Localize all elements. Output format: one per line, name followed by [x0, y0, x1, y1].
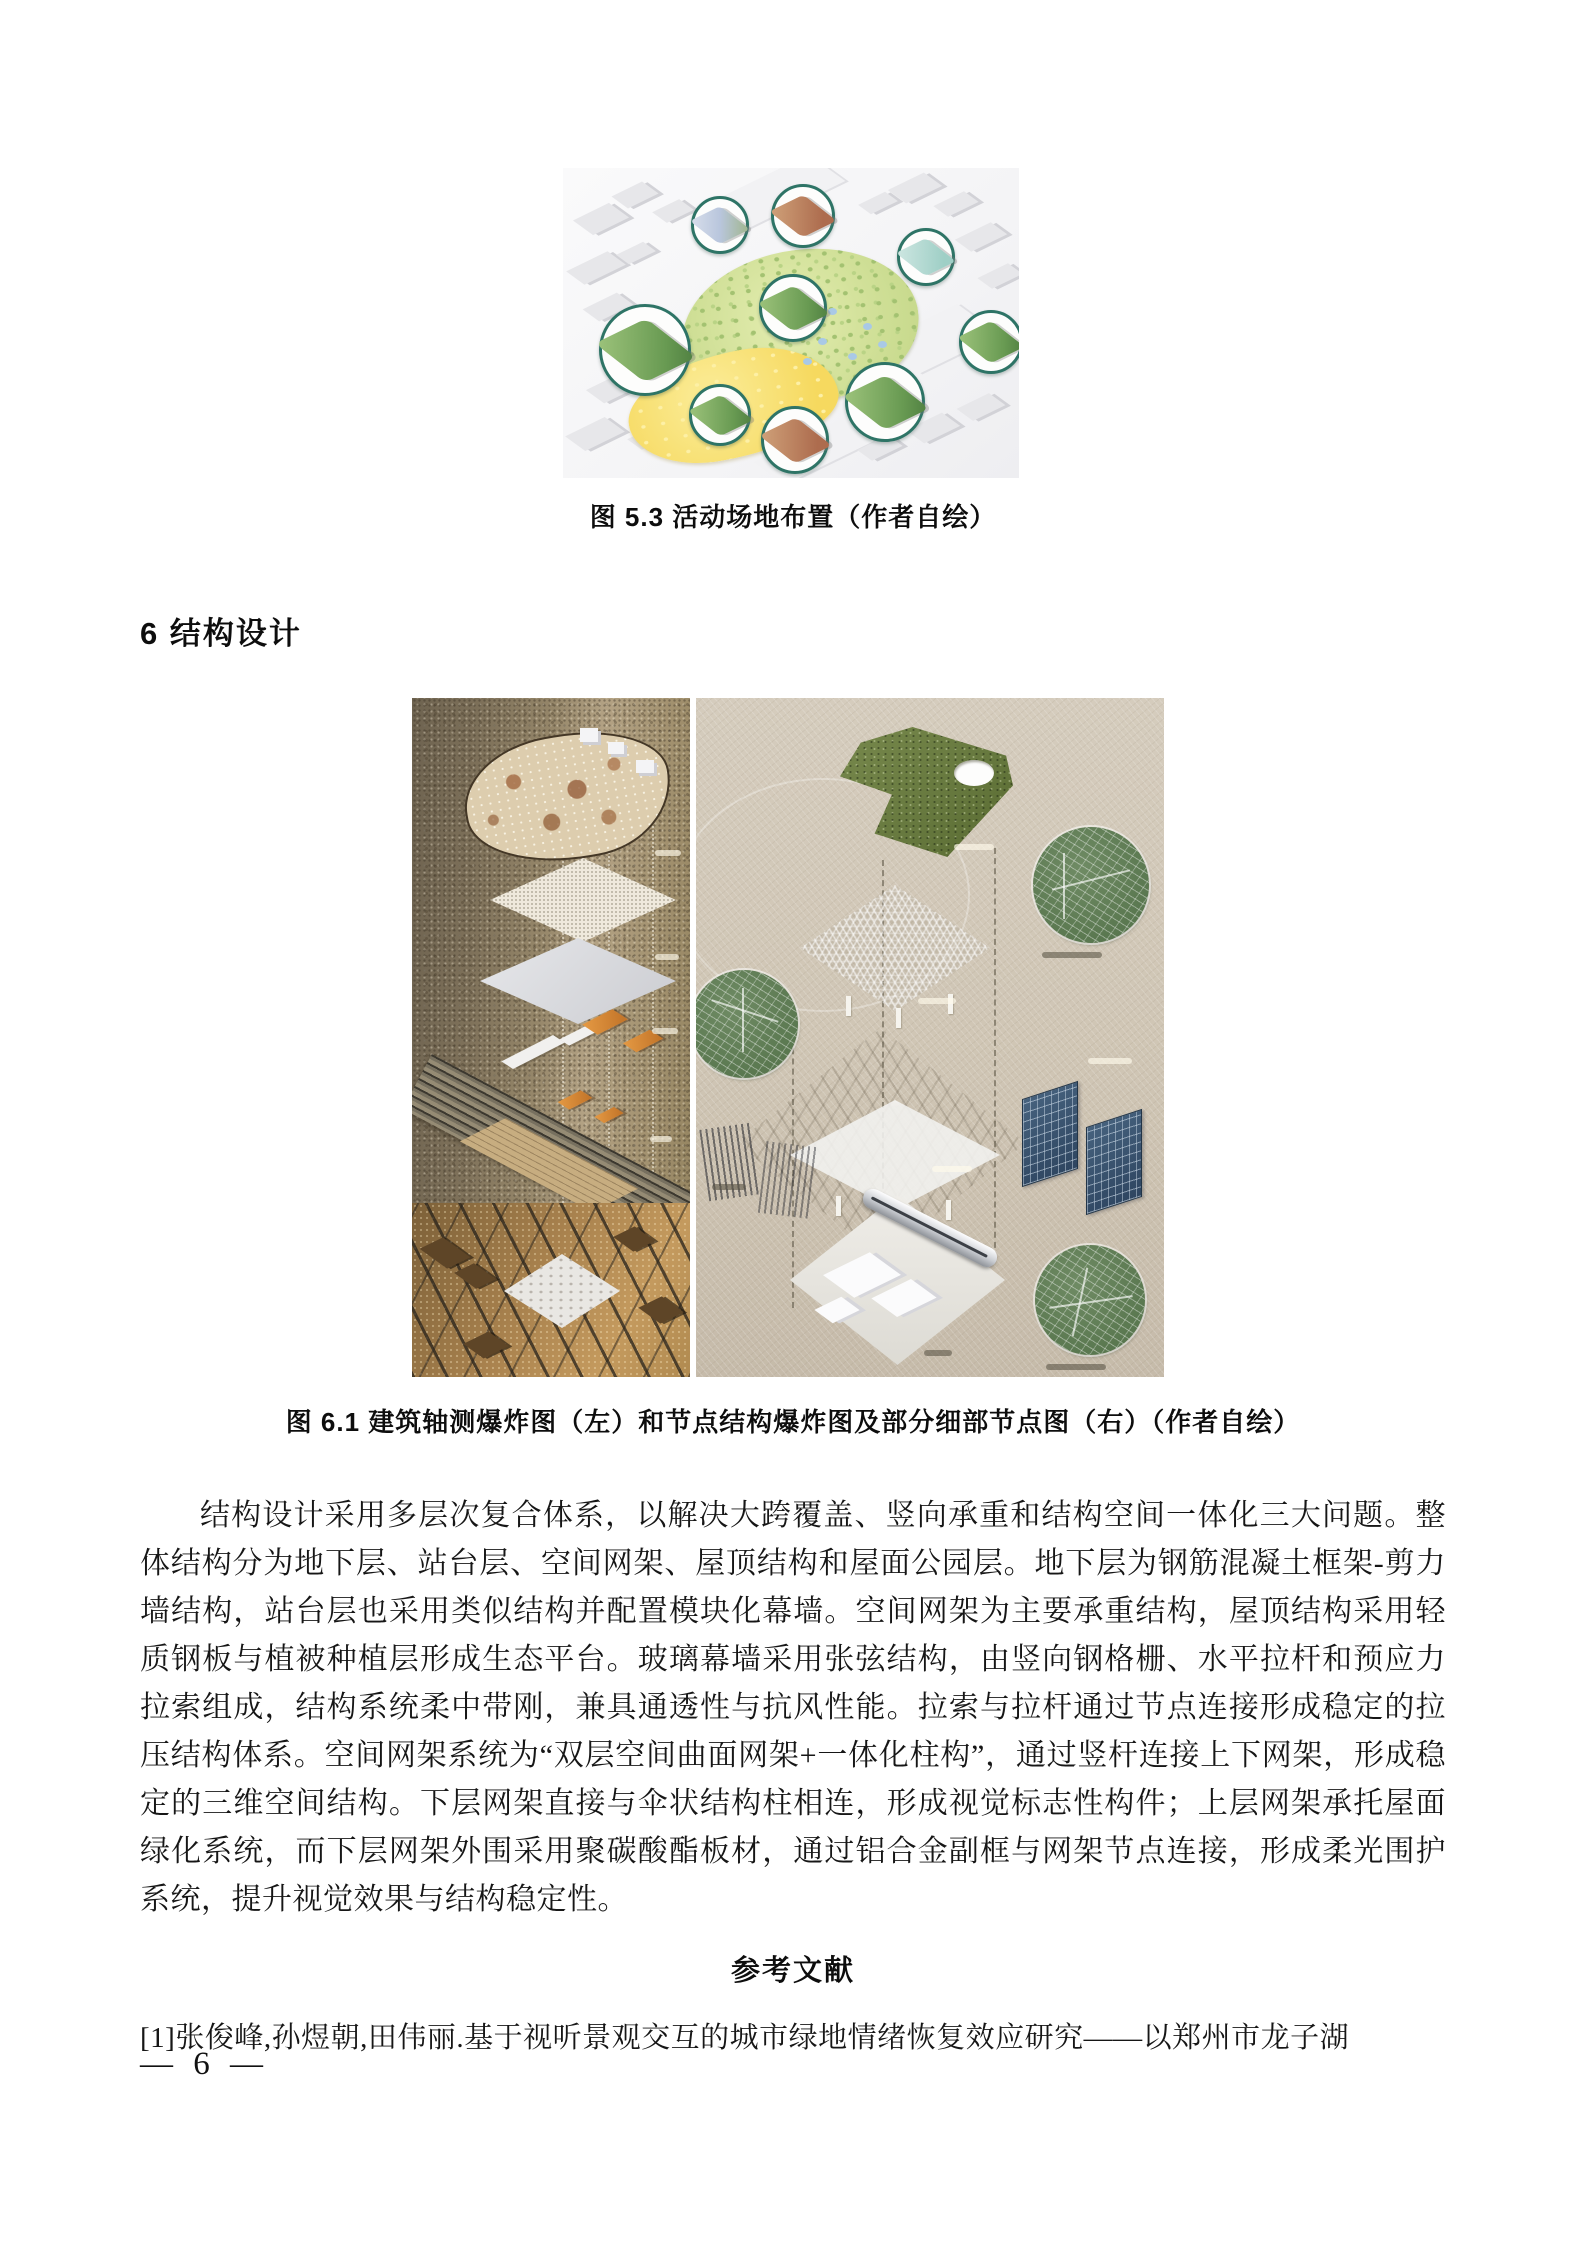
site-callout-bubble: [771, 184, 835, 248]
city-block: [652, 199, 694, 223]
detail-node-circle: [1035, 1245, 1145, 1355]
mini-scene: [595, 318, 696, 382]
node-linework: [1033, 827, 1149, 943]
figure-6-1-caption: 图 6.1 建筑轴测爆炸图（左）和节点结构爆炸图及部分细部节点图（右）（作者自绘）: [285, 1407, 1301, 1437]
mini-building: [580, 728, 598, 742]
section-heading: 6 结构设计: [140, 616, 302, 651]
frame-leg: [948, 994, 953, 1014]
mini-scene: [759, 417, 832, 463]
city-block: [955, 222, 1007, 252]
references-heading: 参考文献: [730, 1955, 855, 1987]
illegible-layer-label: [954, 844, 994, 850]
node-member: [1063, 853, 1065, 919]
detail-node-circle: [1033, 827, 1149, 943]
city-block: [933, 191, 978, 217]
site-callout-bubble: [761, 406, 829, 474]
connector-dashed-line: [994, 848, 996, 1258]
illegible-caption-label: [1046, 1364, 1106, 1370]
mini-scene: [957, 320, 1019, 363]
pond-dot: [848, 353, 857, 360]
city-block: [573, 203, 629, 235]
illegible-layer-label: [712, 1184, 746, 1190]
site-callout-bubble: [759, 274, 827, 342]
figure-activity-site-plan: [563, 168, 1019, 478]
illegible-layer-label: [652, 1028, 678, 1034]
pond-dot: [818, 338, 827, 345]
figure-structure-exploded: [412, 698, 1164, 1377]
illegible-layer-label: [650, 1136, 672, 1142]
site-callout-bubble: [959, 310, 1019, 374]
illegible-layer-label: [1088, 1058, 1132, 1064]
illegible-layer-label: [924, 1350, 952, 1356]
pond-dot: [803, 358, 812, 365]
city-block: [565, 417, 625, 451]
steel-cable-cluster: [758, 1141, 818, 1219]
mini-scene: [842, 375, 929, 430]
mini-building: [636, 760, 654, 773]
platform-piece: [501, 1035, 564, 1069]
mini-scene: [687, 394, 753, 436]
mini-scene: [769, 194, 837, 237]
mini-scene: [896, 238, 957, 277]
mini-scene: [690, 206, 751, 245]
site-callout-bubble: [599, 304, 691, 396]
illegible-caption-label: [1042, 952, 1102, 958]
node-linework: [696, 970, 798, 1078]
city-block: [977, 263, 1019, 289]
node-member: [742, 988, 744, 1052]
site-callout-bubble: [691, 196, 749, 254]
pond-dot: [878, 341, 887, 348]
site-callout-bubble: [689, 384, 751, 446]
body-paragraph: 结构设计采用多层次复合体系，以解决大跨覆盖、竖向承重和结构空间一体化三大问题。整体结构分为地下层、站台层、空间网架、屋顶结构和屋面公园层。地下层为钢筋混凝土框架-剪力墙结构，站台层也采用类似结构并配置模块化幕墙。空间网架为主要承重结构，屋顶结构采用轻质钢板与植被种植层形成生态平台。玻璃幕墙采用张弦结构，由竖向钢格栅、水平拉杆和预应力拉索组成，结构系统柔中带刚，兼具通透性与抗风性能。拉索与拉杆通过节点连接形成稳定的拉压结构体系。空间网架系统为“双层空间曲面网架+一体化柱构”，通过竖杆连接上下网架，形成稳定的三维空间结构。下层网架直接与伞状结构柱相连，形成视觉标志性构件；上层网架承托屋面绿化系统，而下层网架外围采用聚碳酸酯板材，通过铝合金副框与网架节点连接，形成柔光围护系统，提升视觉效果与结构稳定性。: [140, 1499, 1446, 1916]
node-structure-panel: [696, 698, 1164, 1377]
city-block: [566, 251, 626, 284]
mini-building: [608, 742, 624, 754]
illegible-layer-label: [918, 998, 956, 1004]
glass-curtain-panel: [1022, 1081, 1078, 1187]
pond-dot: [863, 323, 872, 330]
figure-5-3-caption: 图 5.3 活动场地布置（作者自绘）: [589, 502, 997, 532]
site-callout-bubble: [897, 228, 955, 286]
detail-node-circle: [696, 970, 798, 1078]
reference-item: [1]张俊峰,孙煜朝,田伟丽.基于视听景观交互的城市绿地情绪恢复效应研究——以郑州市龙子湖: [140, 2022, 1350, 2054]
mini-scene: [757, 285, 830, 331]
illegible-layer-label: [655, 850, 681, 856]
gray-slab-layer: [480, 938, 676, 1024]
illegible-layer-label: [655, 954, 679, 960]
city-block: [611, 182, 658, 209]
white-mesh-layer: [490, 858, 676, 942]
pond-dot: [828, 308, 837, 315]
frame-leg: [846, 996, 851, 1016]
roof-skylight-hole: [954, 760, 994, 786]
glass-curtain-panel: [1086, 1109, 1142, 1215]
city-block: [858, 192, 898, 214]
slab-leg: [836, 1196, 841, 1216]
page-number: — 6 —: [140, 2046, 269, 2082]
site-callout-bubble: [845, 362, 925, 442]
city-block: [957, 393, 1006, 421]
slab-leg: [946, 1200, 951, 1220]
frame-leg: [896, 1008, 901, 1028]
illegible-layer-label: [932, 1166, 972, 1172]
roof-park-layer: [455, 717, 682, 877]
axonometric-exploded-panel: [412, 698, 690, 1377]
